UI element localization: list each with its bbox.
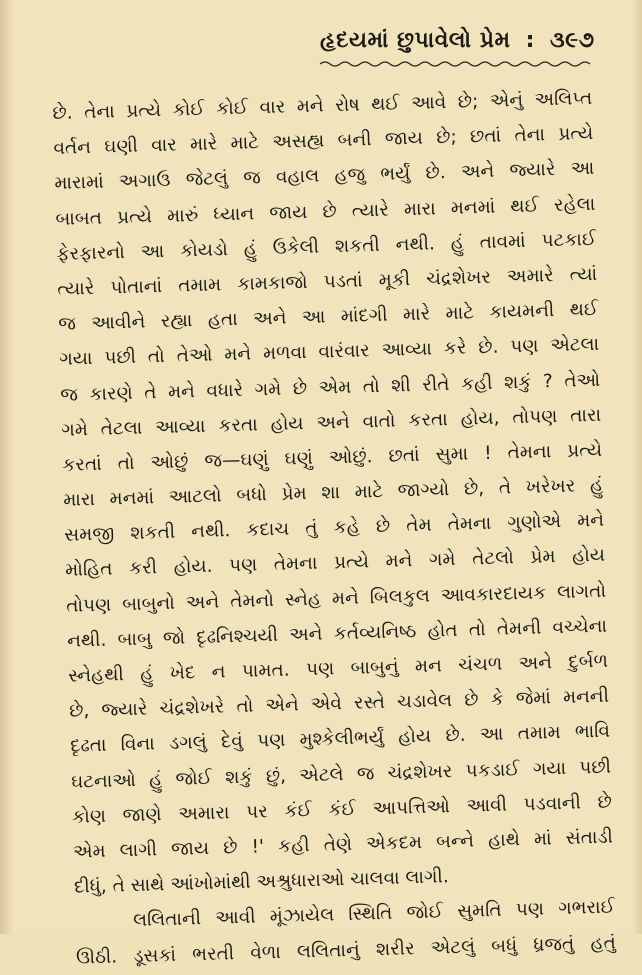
text-line: ઘટનાઓ હું જોઈ શકું છું, એટલે જ ચંદ્રશેખર પકડાઈ ગયા પછી <box>70 756 612 793</box>
running-header <box>320 28 600 68</box>
text-line: વર્તન ઘણી વાર મારે માટે અસહ્ય બની જાય છે; છતાં તેના પ્રત્યે <box>53 123 594 160</box>
text-line: સ્નેહથી હું ખેદ ન પામત. પણ બાબુનું મન ચંચળ અને દુર્બળ <box>67 650 609 687</box>
text-line: જ કારણે તે મને વધારે ગમે છે એમ તો શી રીતે કહી શકું ? તેઓ <box>60 369 601 406</box>
text-line: નથી. બાબુ જો દૃઢનિશ્ચયી અને કર્તવ્યનિષ્ઠ હોત તો તેમની વચ્ચેના <box>66 615 608 652</box>
text-line: જ આવીને રહ્યા હતા અને આ માંદગી મારે માટે કાયમની થઈ <box>58 298 599 336</box>
text-line: સમજી શકતી નથી. કદાચ તું કહે છે તેમ તેમના ગુણોએ મને <box>63 510 605 547</box>
text-line: બાબત પ્રત્યે મારું ધ્યાન જાય છે ત્યારે મારા મનમાં થઈ રહેલા <box>55 193 596 230</box>
text-line: છે, જ્યારે ચંદ્રશેખરે તો એને એવે રસ્તે ચડાવેલ છે કે જેમાં મનની <box>68 685 610 722</box>
text-line: છે. તેના પ્રત્યે કોઈ કોઈ વાર મને રોષ થઈ આવે છે; એનું અલિપ્ત <box>52 87 593 124</box>
text-line: કોણ જાણે અમારા પર કંઈ કંઈ આપત્તિઓ આવી પડવાની છે <box>71 791 613 828</box>
page-body-text <box>52 81 616 975</box>
text-line: મારા મનમાં આટલો બધો પ્રેમ શા માટે જાગ્યો છે, તે ખરેખર હું <box>63 474 604 511</box>
page-edge-shadow-right <box>632 0 642 934</box>
header-wavy-underline <box>320 60 590 68</box>
text-line: દીધું, તે સાથે આંખોમાંથી અશ્રુધારાઓ ચાલવા લાગી. <box>73 866 450 898</box>
header-title: હૃદયમાં છુપાવેલો પ્રેમ <box>320 28 511 53</box>
page-edge-shadow-left <box>0 0 14 934</box>
text-line: ત્યારે પોતાનાં તમામ કામકાજો પડતાં મૂકી ચંદ્રશેખર અમારે ત્યાં <box>57 263 598 300</box>
text-line: એમ લાગી જાય છે !' કહી તેણે એકદમ બન્ને હાથે માં સંતાડી <box>72 826 614 863</box>
text-line: તોપણ બાબુનો અને તેમનો સ્નેહ મને બિલકુલ આવકારદાયક લાગતો <box>65 580 607 617</box>
text-line: ગમે તેટલા આવ્યા કરતા હોય અને વાતો કરતા હોય, તોપણ તારા <box>61 404 602 441</box>
page-number: ૩૯૭ <box>550 28 595 53</box>
text-line: કરતાં તો ઓછું જ—ઘણું ઘણું ઓછું. છતાં સુમા ! તેમના પ્રત્યે <box>62 439 603 476</box>
text-line: ગયા પછી તો તેઓ મને મળવા વારંવાર આવ્યા કરે છે. પણ એટલા <box>59 334 600 371</box>
text-line: મારામાં અગાઉ જેટલું જ વહાલ હજુ ભર્યું છે. અને જ્યારે આ <box>54 158 595 195</box>
text-line-paragraph-start: લલિતાની આવી મૂંઝાયેલ સ્થિતિ જોઈ સુમતિ પણ ગભરાઈ <box>132 896 616 932</box>
text-line: દૃઢતા વિના ડગલું દેવું પણ મુશ્કેલીભર્યું હોય છે. આ તમામ ભાવિ <box>69 721 611 758</box>
text-line: મોહિત કરી હોય. પણ તેમના પ્રત્યે મને ગમે તેટલો પ્રેમ હોય <box>64 545 606 582</box>
text-line: ઊઠી. ડૂસકાં ભરતી વેળા લલિતાનું શરીર એટલું બધું ધ્રજતું હતું <box>75 932 617 969</box>
header-separator: : <box>525 28 535 53</box>
text-line: ફેરફારનો આ કોયડો હું ઉકેલી શકતી નથી. હું તાવમાં પટકાઈ <box>56 228 597 265</box>
